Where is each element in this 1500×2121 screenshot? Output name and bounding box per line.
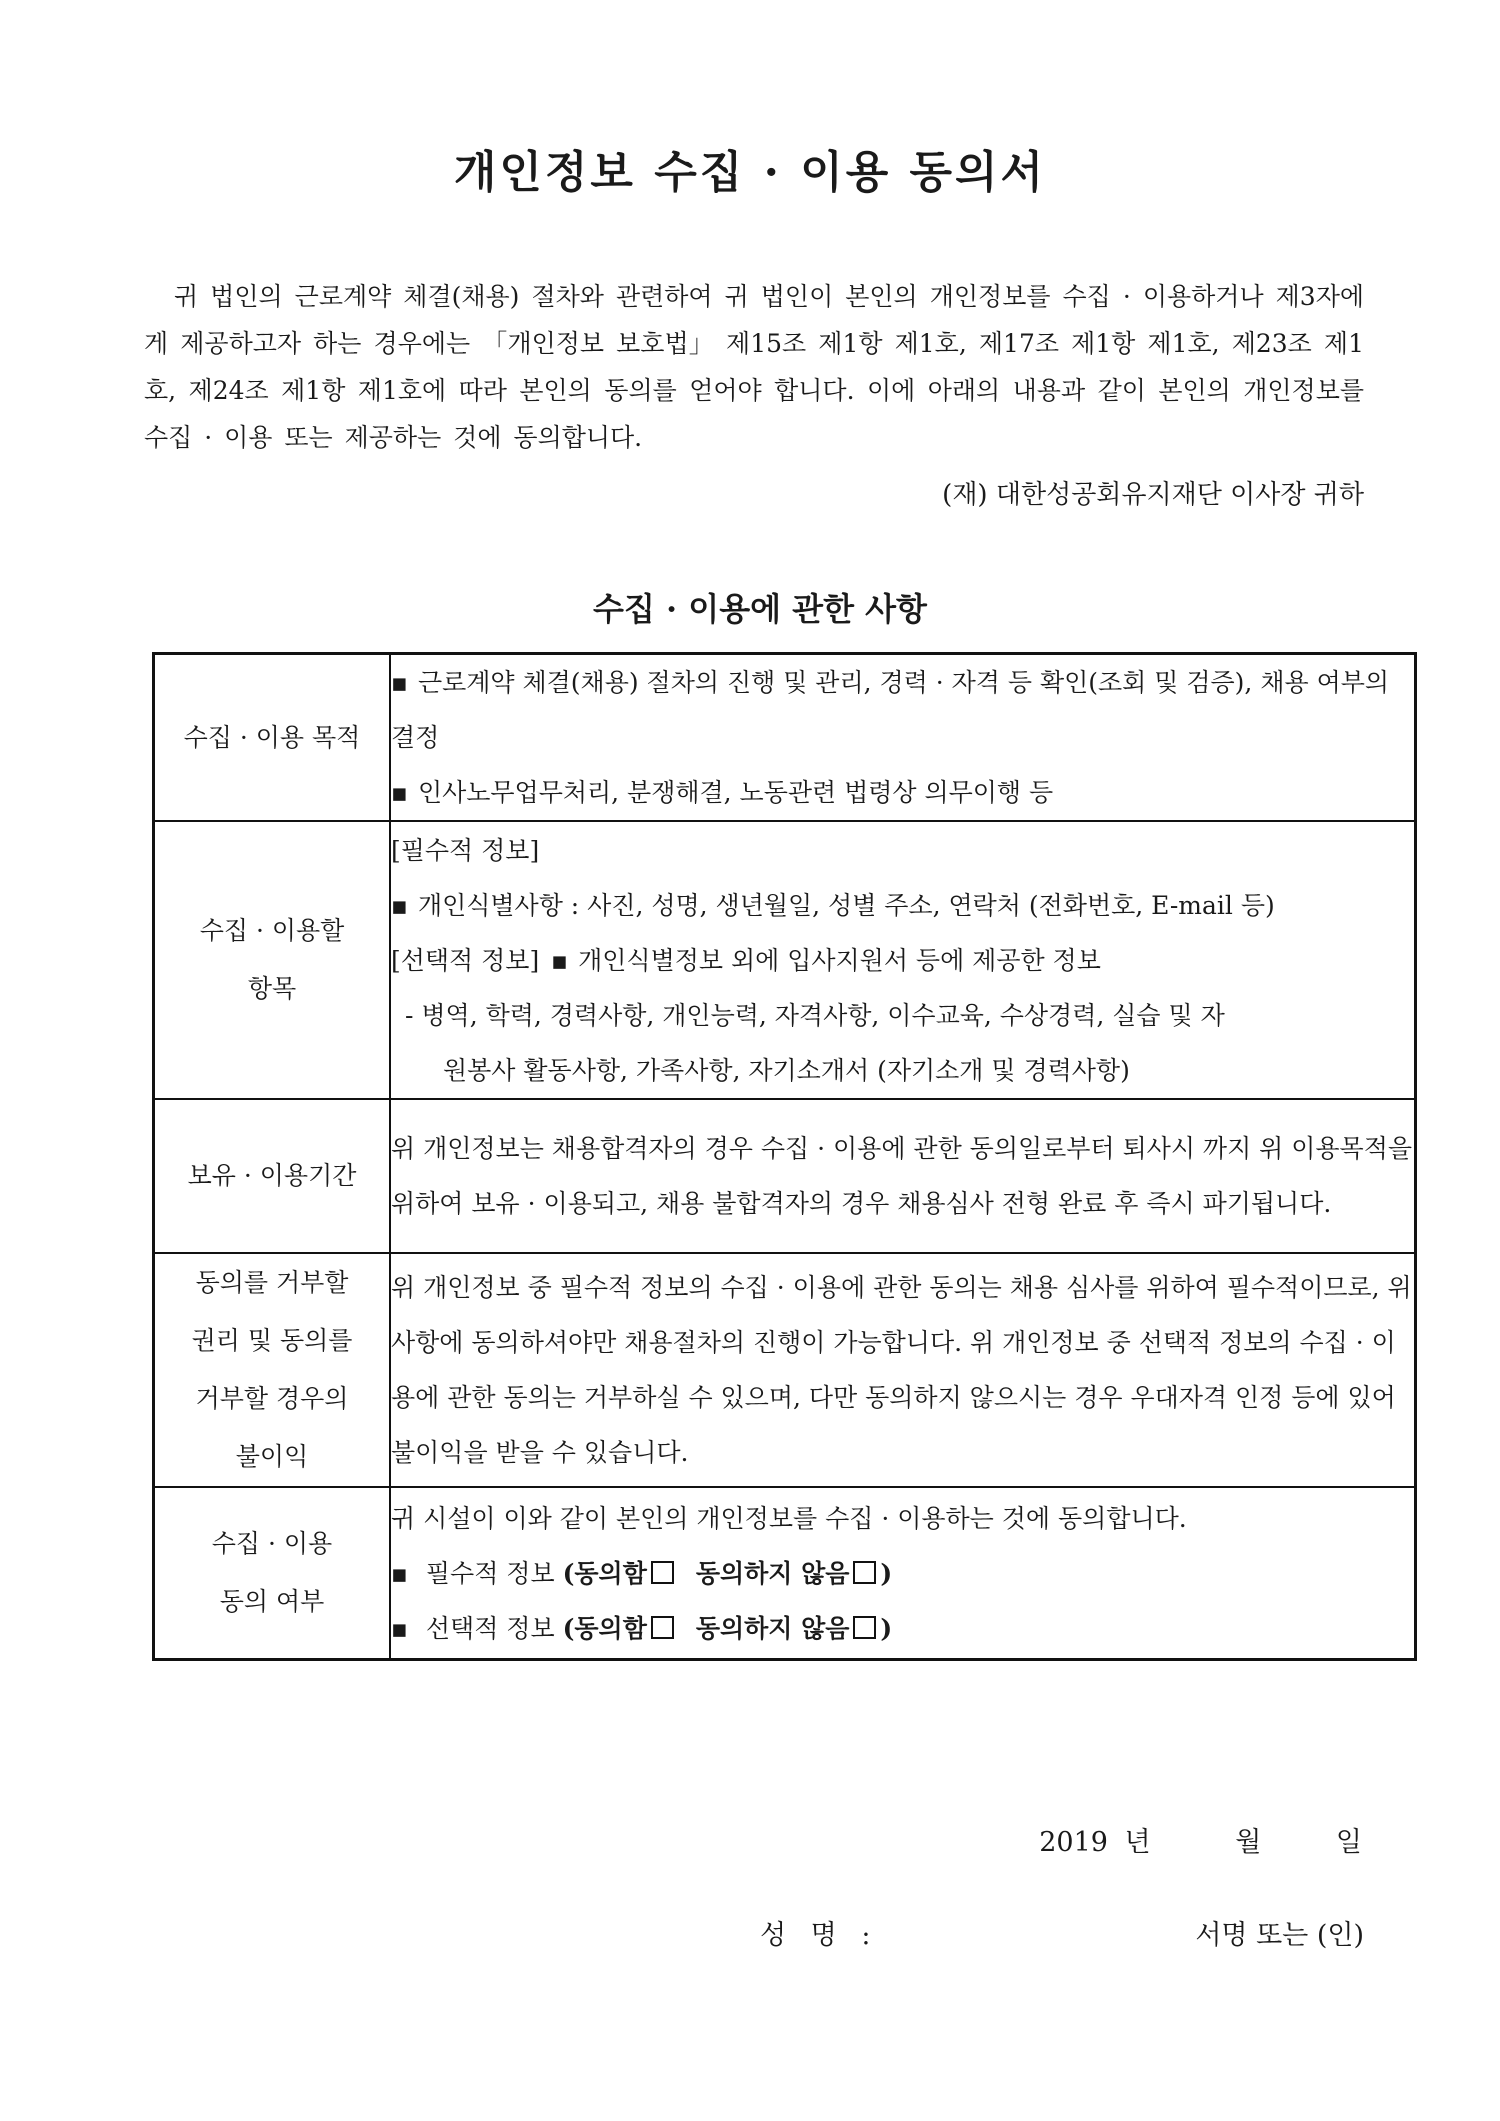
optional-agree-checkbox[interactable] — [651, 1616, 674, 1639]
purpose-item-2: ▪ 인사노무업무처리, 분쟁해결, 노동관련 법령상 의무이행 등 — [391, 765, 1414, 820]
optional-consent-line: ▪ 선택적 정보 (동의함 동의하지 않음 ) — [391, 1601, 1414, 1656]
required-disagree-checkbox[interactable] — [853, 1561, 876, 1584]
purpose-label: 수집 · 이용 목적 — [154, 654, 391, 822]
consent-statement: 귀 시설이 이와 같이 본인의 개인정보를 수집 · 이용하는 것에 동의합니다. — [391, 1503, 1187, 1533]
section-title: 수집 · 이용에 관한 사항 — [593, 590, 927, 628]
optional-detail-line2: 원봉사 활동사항, 가족사항, 자기소개서 (자기소개 및 경력사항) — [443, 1055, 1130, 1085]
retention-label: 보유 · 이용기간 — [154, 1099, 391, 1253]
retention-content: 위 개인정보는 채용합격자의 경우 수집 · 이용에 관한 동의일로부터 퇴사시 까지 위 이용목적을 위하여 보유 · 이용되고, 채용 불합격자의 경우 채용심사 전형 완료 후 즉시 파기됩니다. — [390, 1099, 1416, 1253]
retention-row — [154, 1099, 1416, 1253]
name-label: 성 명 : — [760, 1920, 879, 1951]
intro-paragraph: 귀 법인의 근로계약 체결(채용) 절차와 관련하여 귀 법인이 본인의 개인정보를 수집 · 이용하거나 제3자에게 제공하고자 하는 경우에는 「개인정보 보호법」 제15조 제1항 제1호, 제17조 제1항 제1호, 제23조 제1호, 제24조 제1항 제1호에 따라 본인의 동의를 얻어야 합니다. 이에 아래의 내용과 같이 본인의 개인정보를 수집 · 이용 또는 제공하는 것에 동의합니다. — [144, 282, 1364, 452]
date-day-unit: 일 — [1335, 1827, 1362, 1858]
purpose-item-1: ▪ 근로계약 체결(채용) 절차의 진행 및 관리, 경력 · 자격 등 확인(조회 및 검증), 채용 여부의 결정 — [391, 655, 1414, 765]
optional-info-line: [선택적 정보] ▪ 개인식별정보 외에 입사지원서 등에 제공한 정보 — [391, 933, 1414, 988]
optional-disagree-checkbox[interactable] — [853, 1616, 876, 1639]
consent-content — [390, 1487, 1416, 1660]
refusal-content: 위 개인정보 중 필수적 정보의 수집 · 이용에 관한 동의는 채용 심사를 위하여 필수적이므로, 위 사항에 동의하셔야만 채용절차의 진행이 가능합니다. 위 개인정보 중 선택적 정보의 수집 · 이용에 관한 동의는 거부하실 수 있으며, 다만 동의하지 않으시는 경우 우대자격 인정 등에 있어 불이익을 받을 수 있습니다. — [390, 1253, 1416, 1487]
required-info-header: [필수적 정보] — [391, 835, 540, 865]
signature-label: 서명 또는 (인) — [1195, 1920, 1364, 1951]
date-month-unit: 월 — [1235, 1827, 1262, 1858]
addressee: (재) 대한성공회유지재단 이사장 귀하 — [942, 480, 1364, 510]
date-year-unit: 년 — [1124, 1827, 1151, 1858]
consent-label: 수집 · 이용 동의 여부 — [154, 1487, 391, 1660]
required-agree-checkbox[interactable] — [651, 1561, 674, 1584]
document-title: 개인정보 수집 · 이용 동의서 — [453, 147, 1047, 198]
items-label: 수집 · 이용할 항목 — [154, 821, 391, 1099]
date-line — [1039, 1820, 1362, 1859]
items-content — [390, 821, 1416, 1099]
consent-info-table — [152, 652, 1417, 1661]
consent-row — [154, 1487, 1416, 1660]
refusal-row — [154, 1253, 1416, 1487]
date-year: 2019 — [1039, 1827, 1108, 1858]
items-row — [154, 821, 1416, 1099]
refusal-label: 동의를 거부할 권리 및 동의를 거부할 경우의 불이익 — [154, 1253, 391, 1487]
optional-detail-line1: - 병역, 학력, 경력사항, 개인능력, 자격사항, 이수교육, 수상경력, 실습 및 자 — [405, 1000, 1225, 1030]
purpose-content — [390, 654, 1416, 822]
required-info-item: ▪ 개인식별사항 : 사진, 성명, 생년월일, 성별 주소, 연락처 (전화번호, E-mail 등) — [391, 878, 1414, 933]
required-consent-line: ▪ 필수적 정보 (동의함 동의하지 않음 ) — [391, 1546, 1414, 1601]
purpose-row — [154, 654, 1416, 822]
